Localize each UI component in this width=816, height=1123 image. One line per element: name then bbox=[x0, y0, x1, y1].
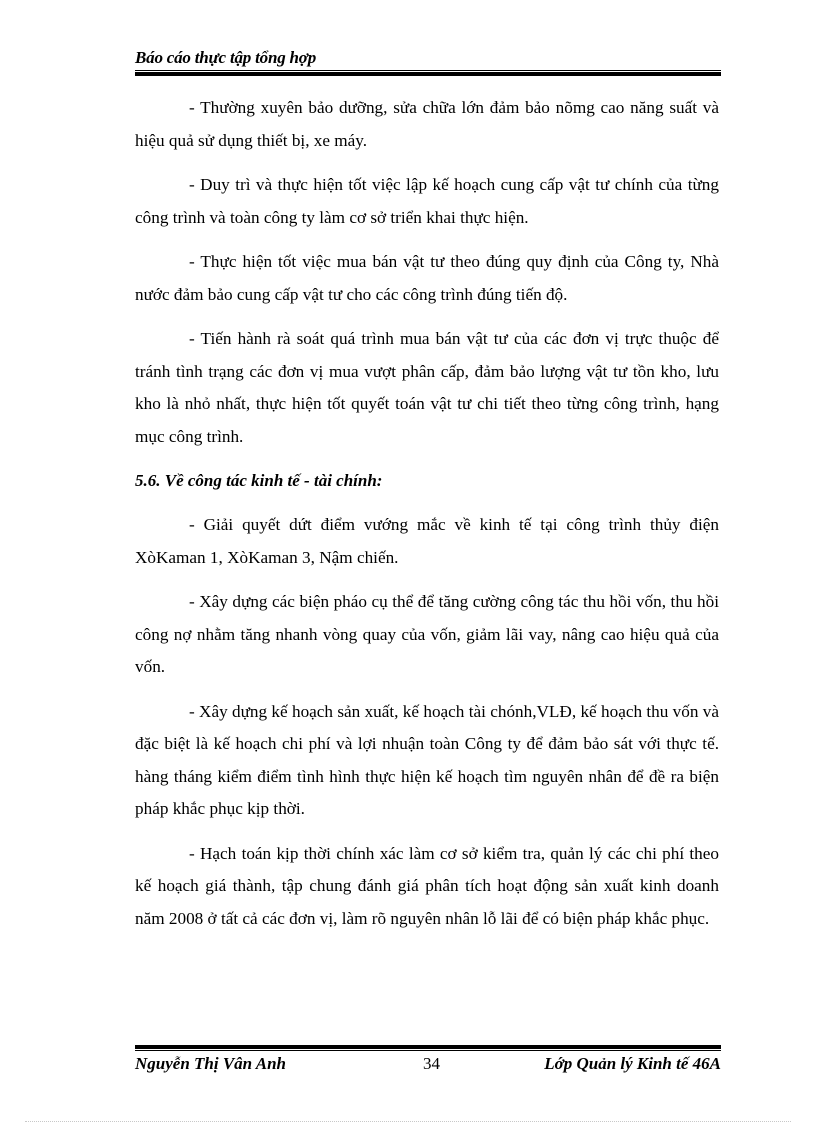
paragraph-resolve-issues: - Giải quyết dứt điểm vướng mắc về kinh tế tại công trình thủy điện XòKaman 1, XòKaman 3, Nậm chiến. bbox=[135, 515, 719, 567]
paragraph-maintenance: - Thường xuyên bảo dưỡng, sửa chữa lớn đảm bảo nõmg cao năng suất và hiệu quả sử dụng thiết bị, xe máy. bbox=[135, 98, 719, 150]
footer-class-name: Lớp Quản lý Kinh tế 46A bbox=[544, 1054, 721, 1073]
paragraph-review: - Tiến hành rà soát quá trình mua bán vật tư của các đơn vị trực thuộc để tránh tình trạng các đơn vị mua vượt phân cấp, đảm bảo lượng vật tư tồn kho, lưu kho là nhỏ nhất, thực hiện tốt quyết toán vật tư chi tiết theo từng công trình, hạng mục công trình. bbox=[135, 329, 719, 446]
footer-author: Nguyễn Thị Vân Anh bbox=[135, 1054, 286, 1073]
header-title: Báo cáo thực tập tổng hợp bbox=[135, 48, 317, 67]
page-number: 34 bbox=[423, 1054, 440, 1073]
page-boundary-dotted-line bbox=[25, 1121, 791, 1122]
paragraph-supply-planning: - Duy trì và thực hiện tốt việc lập kế hoạch cung cấp vật tư chính của từng công trình và toàn công ty làm cơ sở triển khai thực hiện. bbox=[135, 175, 719, 227]
paragraph-capital-recovery: - Xây dựng các biện pháo cụ thể để tăng cường công tác thu hồi vốn, thu hồi công nợ nhằm tăng nhanh vòng quay của vốn, giảm lãi vay, nâng cao hiệu quả của vốn. bbox=[135, 592, 719, 676]
paragraph-financial-planning: - Xây dựng kế hoạch sản xuất, kế hoạch tài chónh,VLĐ, kế hoạch thu vốn và đặc biệt là kế hoạch chi phí và lợi nhuận toàn Công ty để đảm bảo sát với thực tế. hàng tháng kiểm điểm tình hình thực hiện kế hoạch tìm nguyên nhân để đề ra biện pháp khắc phục kịp thời. bbox=[135, 701, 719, 818]
paragraph-purchasing: - Thực hiện tốt việc mua bán vật tư theo đúng quy định của Công ty, Nhà nước đảm bảo cung cấp vật tư cho các công trình đúng tiến độ. bbox=[135, 252, 719, 304]
page-footer bbox=[135, 1045, 721, 1075]
page-header bbox=[135, 48, 721, 76]
section-heading: 5.6. Về công tác kinh tế - tài chính: bbox=[135, 471, 383, 490]
document-body bbox=[135, 92, 719, 947]
paragraph-accounting: - Hạch toán kịp thời chính xác làm cơ sở kiểm tra, quản lý các chi phí theo kế hoạch giá thành, tập chung đánh giá phân tích hoạt động sản xuất kinh doanh năm 2008 ở tất cả các đơn vị, làm rõ nguyên nhân lỗ lãi để có biện pháp khắc phục. bbox=[135, 843, 719, 928]
header-rule-thick bbox=[135, 72, 721, 76]
footer-rule-thin bbox=[135, 1050, 721, 1051]
footer-row bbox=[135, 1053, 721, 1075]
